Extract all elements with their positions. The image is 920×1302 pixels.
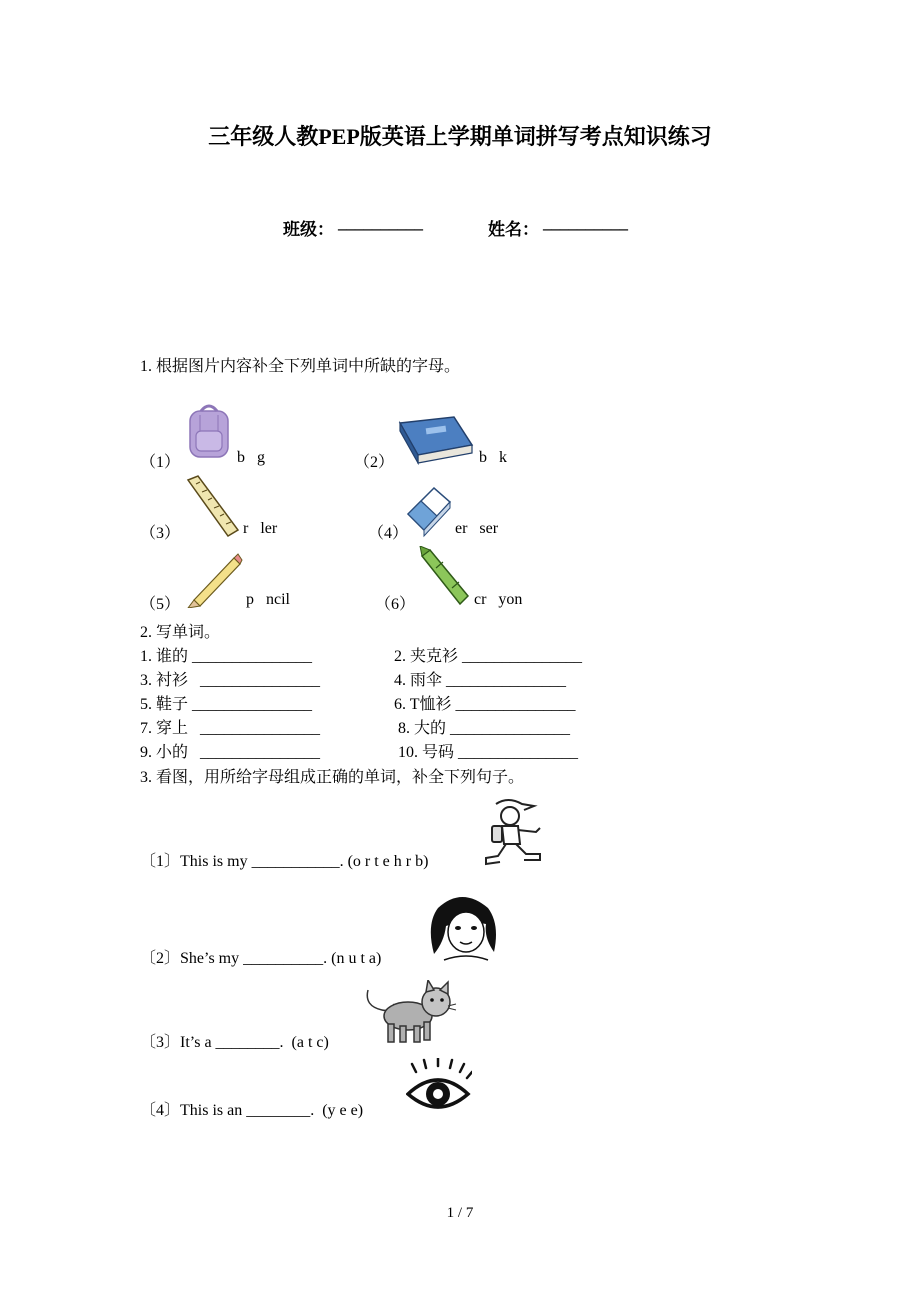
woman-face-icon xyxy=(424,894,502,962)
sentence-item[interactable]: 〔2〕She’s my __________. (n u t a) xyxy=(140,950,382,967)
missing-letter-word[interactable]: b g xyxy=(237,449,265,466)
page-number: 1 / 7 xyxy=(446,1205,474,1221)
backpack-icon xyxy=(184,401,234,459)
section1-heading: 1. 根据图片内容补全下列单词中所缺的字母。 xyxy=(140,358,461,375)
eraser-icon xyxy=(404,484,454,538)
word-prompt[interactable]: 7. 穿上 _______________ xyxy=(140,720,321,737)
word-prompt[interactable]: 2. 夹克衫 _______________ xyxy=(394,648,583,665)
boy-walking-icon xyxy=(478,796,550,868)
item-number: （2） xyxy=(354,454,395,471)
word-prompt[interactable]: 8. 大的 _______________ xyxy=(398,720,571,737)
item-number: （4） xyxy=(368,525,409,542)
section2-heading: 2. 写单词。 xyxy=(140,624,221,641)
missing-letter-word[interactable]: cr yon xyxy=(474,591,523,608)
item-number: （5） xyxy=(140,596,181,613)
sentence-item[interactable]: 〔4〕This is an ________. (y e e) xyxy=(140,1102,364,1119)
book-icon xyxy=(396,415,476,465)
ruler-icon xyxy=(184,474,240,538)
pencil-icon xyxy=(184,552,244,608)
class-label: 班级： xyxy=(283,220,334,239)
word-prompt[interactable]: 4. 雨伞 _______________ xyxy=(394,672,567,689)
page-title: 三年级人教PEP版英语上学期单词拼写考点知识练习 xyxy=(208,124,712,149)
item-number: （1） xyxy=(140,454,181,471)
missing-letter-word[interactable]: r ler xyxy=(243,520,278,537)
word-prompt[interactable]: 9. 小的 _______________ xyxy=(140,744,321,761)
item-number: （3） xyxy=(140,525,181,542)
cat-icon xyxy=(362,980,458,1046)
item-number: （6） xyxy=(375,596,416,613)
word-prompt[interactable]: 1. 谁的 _______________ xyxy=(140,648,313,665)
name-blank[interactable]: __________ xyxy=(543,213,628,232)
class-blank[interactable]: __________ xyxy=(338,213,423,232)
missing-letter-word[interactable]: b k xyxy=(479,449,507,466)
crayon-icon xyxy=(416,546,472,608)
eye-icon xyxy=(406,1058,472,1118)
name-label: 姓名： xyxy=(488,220,539,239)
word-prompt[interactable]: 5. 鞋子 _______________ xyxy=(140,696,313,713)
word-prompt[interactable]: 3. 衬衫 _______________ xyxy=(140,672,321,689)
section3-heading: 3. 看图，用所给字母组成正确的单词，补全下列句子。 xyxy=(140,769,525,786)
sentence-item[interactable]: 〔1〕This is my ___________. (o r t e h r b) xyxy=(140,853,429,870)
word-prompt[interactable]: 6. T恤衫 _______________ xyxy=(394,696,576,713)
word-prompt[interactable]: 10. 号码 _______________ xyxy=(398,744,579,761)
missing-letter-word[interactable]: p ncil xyxy=(246,591,290,608)
sentence-item[interactable]: 〔3〕It’s a ________. (a t c) xyxy=(140,1034,329,1051)
missing-letter-word[interactable]: er ser xyxy=(455,520,499,537)
